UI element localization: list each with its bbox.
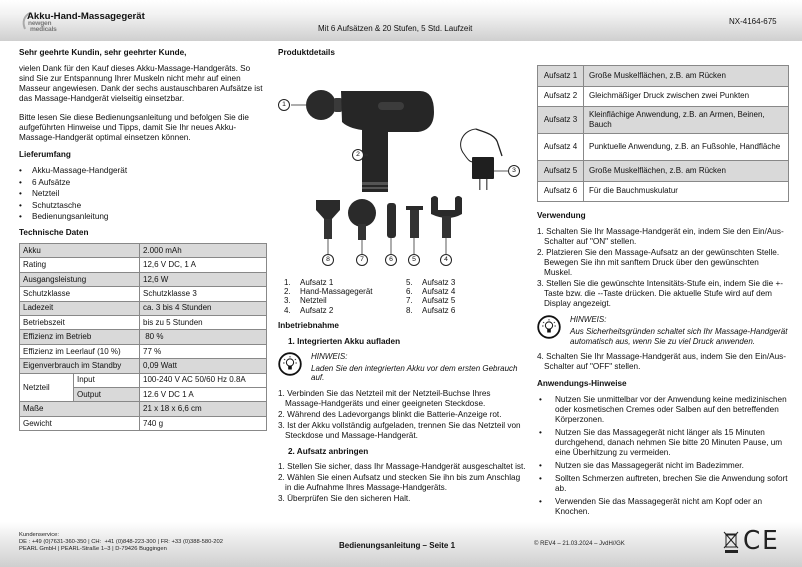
subsection-aufsatz-anbringen: 2. Aufsatz anbringen — [288, 447, 369, 456]
intro-paragraph-2: Bitte lesen Sie diese Bedienungsanleitung und befolgen Sie die aufgeführten Hinweise und Tipps, damit Sie Ihr neues Akku-Massage-Handgerät optimal einsetzen können. — [19, 113, 249, 142]
document-title: Akku-Hand-Massagegerät — [27, 11, 145, 22]
spec-value: Schutzklasse 3 — [140, 287, 267, 301]
step-item: 1. Verbinden Sie das Netzteil mit der Netzteil-Buchse Ihres Massage-Handgeräts und einer geeigneten Steckdose. — [278, 389, 491, 408]
table-row — [20, 344, 267, 358]
legend-item: 3. Netzteil — [284, 296, 327, 306]
tech-specs-table — [19, 243, 267, 431]
product-illustration — [278, 64, 528, 272]
spec-value: 0,09 Watt — [140, 359, 267, 373]
list-item: • Sollten Schmerzen auftreten, brechen Sie die Anwendung sofort ab. — [539, 474, 789, 494]
list-item: • Nutzen Sie unmittelbar vor der Anwendung keine medizinischen oder kosmetischen Cremes oder Salben auf den betreffenden Körperzonen. — [539, 395, 789, 425]
legend-item: 6. Aufsatz 4 — [406, 287, 456, 297]
spec-label: Rating — [20, 258, 140, 272]
list-item: • Nutzen sie das Massagegerät nicht im Badezimmer. — [539, 461, 789, 471]
aufsatz-name: Aufsatz 1 — [538, 66, 584, 87]
spec-value: 80 % — [140, 330, 267, 344]
callout-8: 8 — [322, 254, 334, 266]
page-header — [0, 0, 802, 41]
spec-value: ca. 3 bis 4 Stunden — [140, 301, 267, 315]
spec-value: 2.000 mAh — [140, 244, 267, 258]
list-item: • Nutzen Sie das Massagegerät nicht länger als 15 Minuten durchgehend, danach nehmen Sie bitte 20 Minuten Pause, um eine Überhitzung zu vermeiden. — [539, 428, 789, 458]
greeting: Sehr geehrte Kundin, sehr geehrter Kunde, — [19, 48, 187, 57]
callout-4: 4 — [440, 254, 452, 266]
spec-sublabel-input: Input — [74, 373, 140, 387]
ce-mark-icon: CE — [742, 526, 780, 556]
list-item: • Netzteil — [19, 189, 265, 199]
spec-value: 77 % — [140, 344, 267, 358]
service-phones: DE : +49 (0)7631-360-350 | CH: +41 (0)848-223-300 | FR: +33 (0)388-580-202 — [19, 539, 223, 546]
callout-6: 6 — [385, 254, 397, 266]
spec-label: Eigenverbrauch im Standby — [20, 359, 140, 373]
step-item: 2. Wählen Sie einen Aufsatz und stecken Sie ihn bis zum Anschlag in die Aufnahme Ihres Massage-Handgeräts. — [278, 473, 521, 492]
table-row — [20, 416, 267, 430]
step-item: 2. Platzieren Sie den Massage-Aufsatz an der gewünschten Stelle. Bewegen Sie ihn mit sanftem Druck über den gewünschten Muskel. — [537, 248, 780, 277]
aufsatz-name: Aufsatz 4 — [538, 134, 584, 161]
legend-item: 2. Hand-Massagegerät — [284, 287, 373, 297]
table-row — [538, 181, 789, 202]
step-item: 3. Stellen Sie die gewünschte Intensitäts-Stufe ein, indem Sie die +-Taste bzw. die --Taste drücken. Die aktuelle Stufe wird auf dem Display angezeigt. — [537, 279, 783, 308]
technische-daten-heading: Technische Daten — [19, 228, 89, 237]
aufsatz-desc: Punktuelle Anwendung, z.B. an Fußsohle, Handfläche — [584, 134, 789, 161]
spec-label: Effizienz im Leerlauf (10 %) — [20, 344, 140, 358]
anwendungshinweise-list — [537, 395, 789, 517]
lieferumfang-heading: Lieferumfang — [19, 150, 71, 159]
hinweis-heading: HINWEIS: — [570, 315, 607, 324]
list-item: • 6 Aufsätze — [19, 178, 265, 188]
anwendungshinweise-heading: Anwendungs-Hinweise — [537, 379, 627, 389]
document-subtitle: Mit 6 Aufsätzen & 20 Stufen, 5 Std. Laufzeit — [318, 24, 473, 33]
customer-service — [19, 532, 223, 554]
callout-1: 1 — [278, 99, 290, 111]
aufsatz-desc: Gleichmäßiger Druck zwischen zwei Punkten — [584, 86, 789, 107]
product-legend — [284, 278, 528, 315]
akku-steps — [278, 389, 528, 441]
table-row — [20, 272, 267, 286]
step-item: 1. Stellen Sie sicher, dass Ihr Massage-Handgerät ausgeschaltet ist. — [278, 462, 526, 471]
callout-3: 3 — [508, 165, 520, 177]
aufsatz-name: Aufsatz 3 — [538, 107, 584, 134]
hinweis-text: Aus Sicherheitsgründen schaltet sich Ihr Massage-Handgerät automatisch aus, wenn Sie zu viel Druck anwenden. — [570, 326, 788, 346]
aufsatz-desc: Große Muskelflächen, z.B. am Rücken — [584, 66, 789, 87]
lieferumfang-list — [19, 166, 265, 222]
hinweis-note-1 — [278, 352, 528, 383]
step-item: 1. Schalten Sie Ihr Massage-Handgerät ein, indem Sie den Ein/Aus-Schalter auf "ON" stellen. — [537, 227, 784, 246]
spec-label: Betriebszeit — [20, 315, 140, 329]
spec-label: Gewicht — [20, 416, 140, 430]
table-row — [20, 330, 267, 344]
page-number: Bedienungsanleitung – Seite 1 — [339, 541, 456, 550]
step-item: 3. Überprüfen Sie den sicheren Halt. — [278, 494, 411, 503]
list-item: • Akku-Massage-Handgerät — [19, 166, 265, 176]
spec-label: Akku — [20, 244, 140, 258]
intro-paragraph-1: vielen Dank für den Kauf dieses Akku-Massage-Handgeräts. So sind Sie zur Entspannung Ihrer Muskeln nicht mehr auf einen Masseur angewiesen. Dank der sechs austauschbaren Aufsätze ist das Massage-Handgerät vielseitig einsetzbar. — [19, 64, 263, 103]
spec-value: 12,6 W — [140, 272, 267, 286]
spec-sublabel-output: Output — [74, 387, 140, 401]
hinweis-heading: HINWEIS: — [311, 351, 348, 361]
spec-value: 21 x 18 x 6,6 cm — [140, 402, 267, 416]
verwendung-heading: Verwendung — [537, 211, 586, 220]
spec-label-netzteil: Netzteil — [20, 373, 74, 402]
table-row — [20, 258, 267, 272]
table-row — [20, 315, 267, 329]
callout-5: 5 — [408, 254, 420, 266]
right-column — [537, 52, 789, 523]
spec-label: Ladezeit — [20, 301, 140, 315]
table-row — [20, 373, 267, 387]
spec-value: 740 g — [140, 416, 267, 430]
table-row — [20, 301, 267, 315]
lightbulb-icon — [278, 352, 302, 376]
legend-item: 4. Aufsatz 2 — [284, 305, 334, 315]
aufsatz-name: Aufsatz 2 — [538, 86, 584, 107]
legend-item: 5. Aufsatz 3 — [406, 278, 456, 287]
table-row — [20, 287, 267, 301]
spec-value-input: 100-240 V AC 50/60 Hz 0.8A — [140, 373, 267, 387]
legend-item: 7. Aufsatz 5 — [406, 296, 456, 306]
lightbulb-icon — [537, 315, 561, 339]
callout-2: 2 — [352, 149, 364, 161]
step-item: 4. Schalten Sie Ihr Massage-Handgerät aus, indem Sie den Ein/Aus-Schalter auf "OFF" stellen. — [537, 352, 786, 372]
left-column — [19, 48, 265, 431]
verwendung-steps — [537, 227, 789, 309]
spec-value: 12,6 V DC, 1 A — [140, 258, 267, 272]
list-item: • Schutztasche — [19, 201, 265, 211]
aufsatz-steps — [278, 462, 528, 504]
service-address: PEARL GmbH | PEARL-Straße 1–3 | D-79426 Buggingen — [19, 546, 167, 553]
aufsatz-name: Aufsatz 6 — [538, 181, 584, 202]
table-row — [538, 161, 789, 182]
spec-value-output: 12.6 V DC 1 A — [140, 387, 267, 401]
subsection-akku-aufladen: 1. Integrierten Akku aufladen — [288, 336, 401, 346]
table-row — [538, 134, 789, 161]
table-row — [20, 402, 267, 416]
massage-gun-image — [278, 64, 528, 272]
brand-line1: newgen — [28, 20, 52, 27]
aufsatz-desc: Große Muskelflächen, z.B. am Rücken — [584, 161, 789, 182]
spec-label: Maße — [20, 402, 140, 416]
table-row — [538, 66, 789, 87]
inbetriebnahme-heading: Inbetriebnahme — [278, 320, 339, 330]
legend-item: 1. Aufsatz 1 — [284, 278, 334, 287]
table-row — [20, 359, 267, 373]
weee-bin-icon — [723, 530, 740, 554]
article-number: NX-4164-675 — [729, 17, 777, 26]
revision-info: © REV4 – 21.03.2024 – JvdH//GK — [534, 541, 625, 547]
spec-label: Ausgangsleistung — [20, 272, 140, 286]
table-row — [538, 86, 789, 107]
callout-7: 7 — [356, 254, 368, 266]
table-row — [538, 107, 789, 134]
step-item: 3. Ist der Akku vollständig aufgeladen, trennen Sie das Netzteil von Steckdose und Massage-Handgerät. — [278, 421, 521, 440]
middle-column — [278, 48, 528, 510]
step-item: 2. Während des Ladevorgangs blinkt die Batterie-Anzeige rot. — [278, 410, 502, 419]
legend-item: 8. Aufsatz 6 — [406, 305, 456, 315]
list-item: • Bedienungsanleitung — [19, 212, 265, 222]
hinweis-note-2 — [537, 315, 789, 346]
spec-label: Schutzklasse — [20, 287, 140, 301]
page-footer — [0, 522, 802, 567]
verwendung-step-4 — [537, 352, 789, 372]
spec-label: Effizienz im Betrieb — [20, 330, 140, 344]
table-row — [20, 244, 267, 258]
brand-line2: medicals — [30, 26, 57, 33]
aufsatz-name: Aufsatz 5 — [538, 161, 584, 182]
list-item: • Verwenden Sie das Massagegerät nicht am Kopf oder an Knochen. — [539, 497, 789, 517]
aufsatz-desc: Kleinflächige Anwendung, z.B. an Armen, Beinen, Bauch — [584, 107, 789, 134]
service-label: Kundenservice: — [19, 532, 59, 538]
spec-value: bis zu 5 Stunden — [140, 315, 267, 329]
aufsatz-table — [537, 65, 789, 202]
aufsatz-desc: Für die Bauchmuskulatur — [584, 181, 789, 202]
hinweis-text: Laden Sie den integrierten Akku vor dem ersten Gebrauch auf. — [311, 363, 518, 383]
produktdetails-heading: Produktdetails — [278, 48, 335, 57]
brand-logo — [22, 20, 82, 34]
